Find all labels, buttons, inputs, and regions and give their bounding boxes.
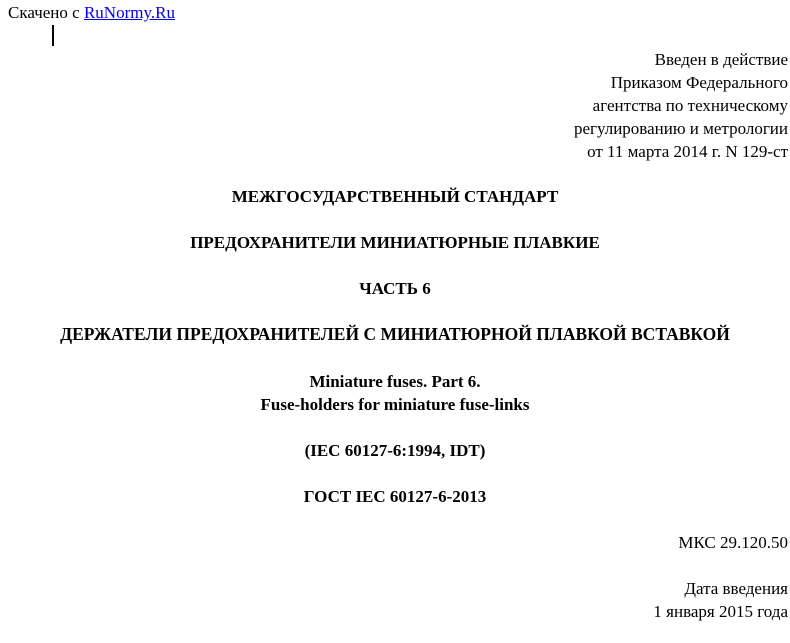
- enactment-line: регулированию и метрологии: [573, 119, 788, 138]
- text-cursor: [52, 25, 54, 46]
- runormy-link[interactable]: RuNormy.Ru: [83, 3, 175, 22]
- english-title: [0, 370, 790, 416]
- enactment-line: агентства по техническому: [592, 96, 788, 115]
- english-title-line: Miniature fuses. Part 6.: [309, 372, 481, 391]
- enactment-line: от 11 марта 2014 г. N 129-ст: [587, 142, 788, 161]
- source-prefix: Скачено с: [8, 3, 84, 22]
- standard-title: МЕЖГОСУДАРСТВЕННЫЙ СТАНДАРТ: [231, 187, 559, 206]
- introduction-date-value: 1 января 2015 года: [653, 602, 788, 621]
- introduction-date: [653, 577, 788, 623]
- enactment-line: Приказом Федерального: [610, 73, 788, 92]
- gost-designation: ГОСТ IEC 60127-6-2013: [303, 487, 487, 506]
- enactment-line: Введен в действие: [654, 50, 788, 69]
- part-title: ЧАСТЬ 6: [359, 279, 431, 298]
- source-line: [8, 2, 175, 24]
- enactment-note: [574, 48, 788, 163]
- english-title-line: Fuse-holders for miniature fuse-links: [260, 395, 530, 414]
- subject-title: ПРЕДОХРАНИТЕЛИ МИНИАТЮРНЫЕ ПЛАВКИЕ: [190, 233, 600, 252]
- iec-reference: (IEC 60127-6:1994, IDT): [304, 441, 486, 460]
- introduction-date-label: Дата введения: [684, 579, 788, 598]
- holder-title: ДЕРЖАТЕЛИ ПРЕДОХРАНИТЕЛЕЙ С МИНИАТЮРНОЙ ПЛАВКОЙ ВСТАВКОЙ: [60, 324, 730, 344]
- mks-code: МКС 29.120.50: [678, 533, 788, 552]
